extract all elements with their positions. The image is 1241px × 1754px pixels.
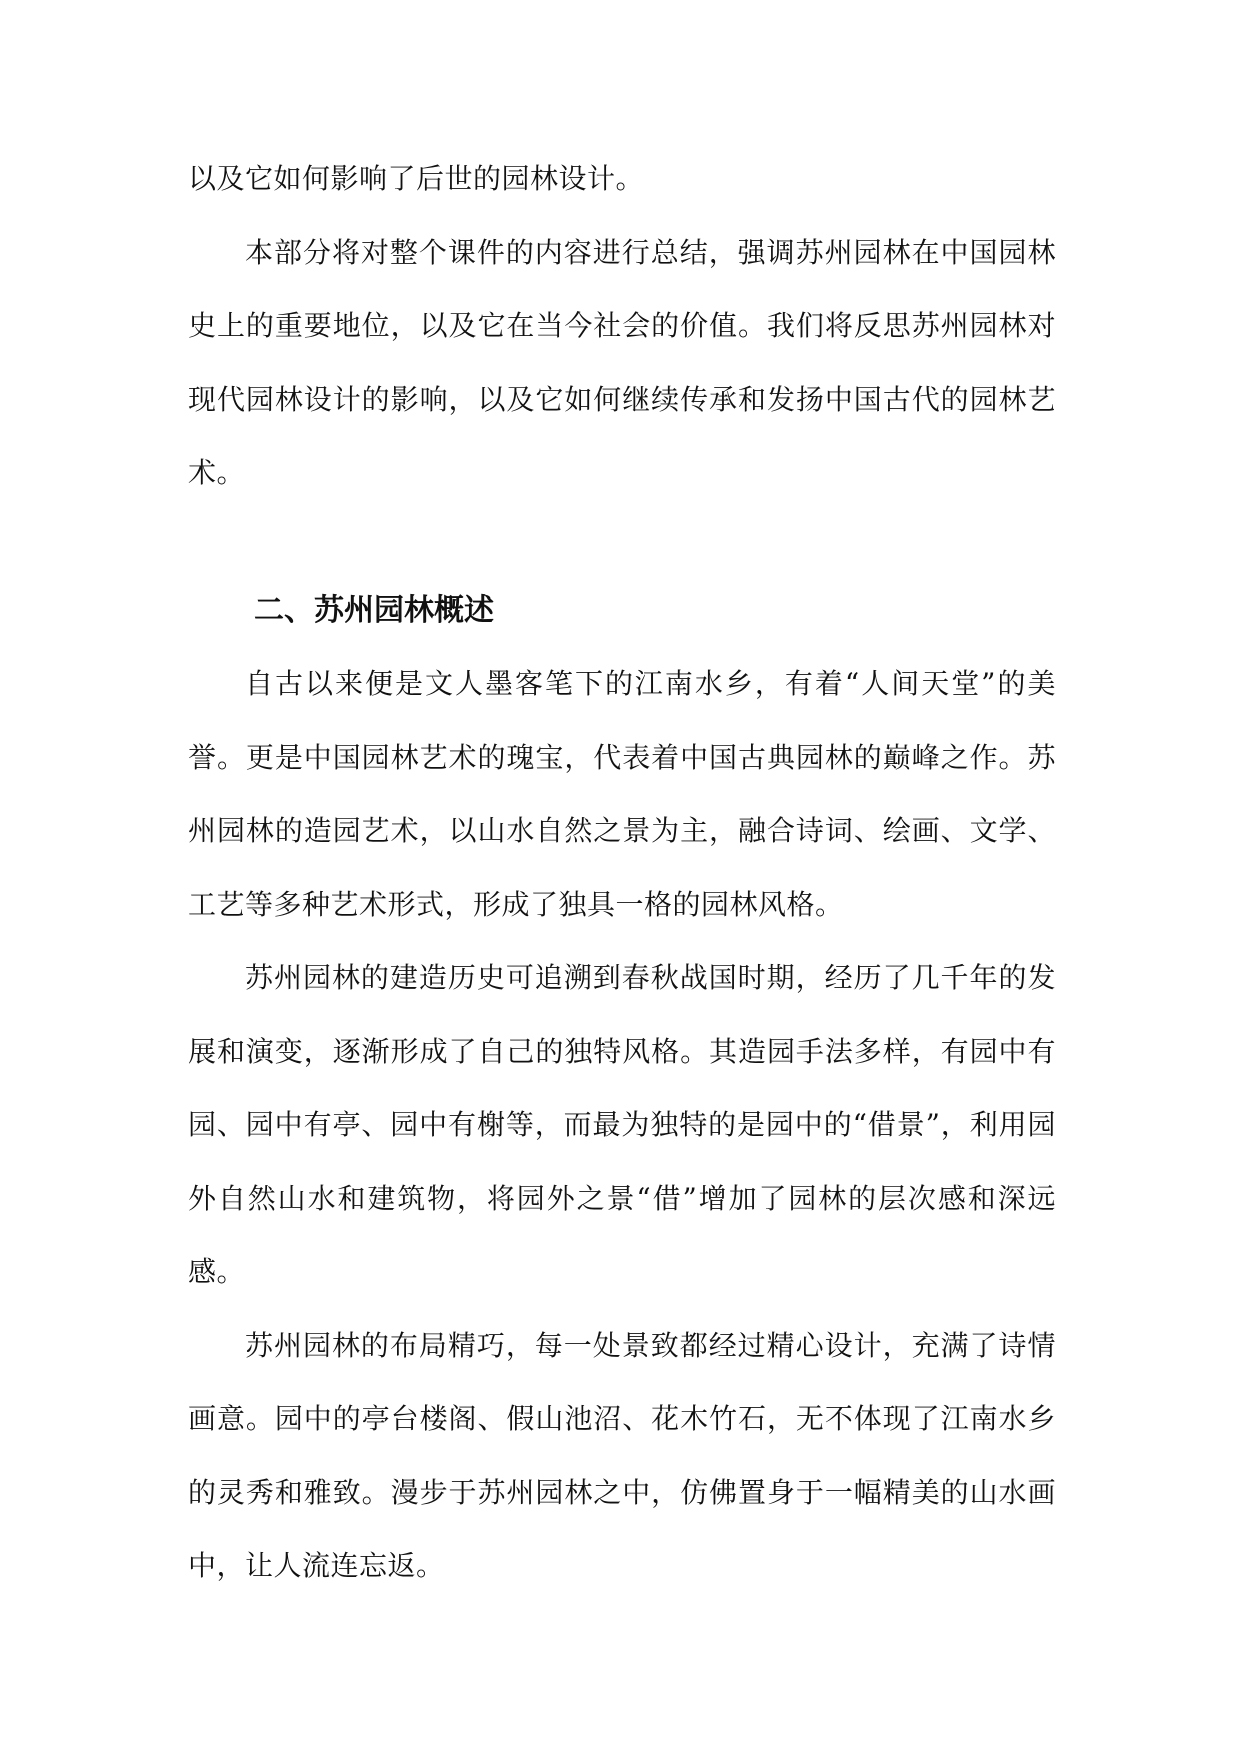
paragraph-summary: 本部分将对整个课件的内容进行总结，强调苏州园林在中国园林史上的重要地位，以及它在当今社会的价值。我们将反思苏州园林对现代园林设计的影响，以及它如何继续传承和发扬中国古代的园林艺术。	[188, 235, 1056, 489]
paragraph-history: 苏州园林的建造历史可追溯到春秋战国时期，经历了几千年的发展和演变，逐渐形成了自己的独特风格。其造园手法多样，有园中有园、园中有亭、园中有榭等，而最为独特的是园中的“借景”，利用园外自然山水和建筑物，将园外之景“借”增加了园林的层次感和深远感。	[188, 961, 1056, 1288]
page-content	[188, 142, 1056, 1603]
paragraph-continuation: 以及它如何影响了后世的园林设计。	[188, 162, 645, 195]
paragraph-layout: 苏州园林的布局精巧，每一处景致都经过精心设计，充满了诗情画意。园中的亭台楼阁、假山池沼、花木竹石，无不体现了江南水乡的灵秀和雅致。漫步于苏州园林之中，仿佛置身于一幅精美的山水画中，让人流连忘返。	[188, 1328, 1056, 1582]
section-spacer	[188, 510, 1056, 574]
section-heading: 二、苏州园林概述	[254, 592, 494, 628]
paragraph-overview: 自古以来便是文人墨客笔下的江南水乡，有着“人间天堂”的美誉。更是中国园林艺术的瑰宝，代表着中国古典园林的巅峰之作。苏州园林的造园艺术，以山水自然之景为主，融合诗词、绘画、文学、工艺等多种艺术形式，形成了独具一格的园林风格。	[188, 667, 1056, 921]
